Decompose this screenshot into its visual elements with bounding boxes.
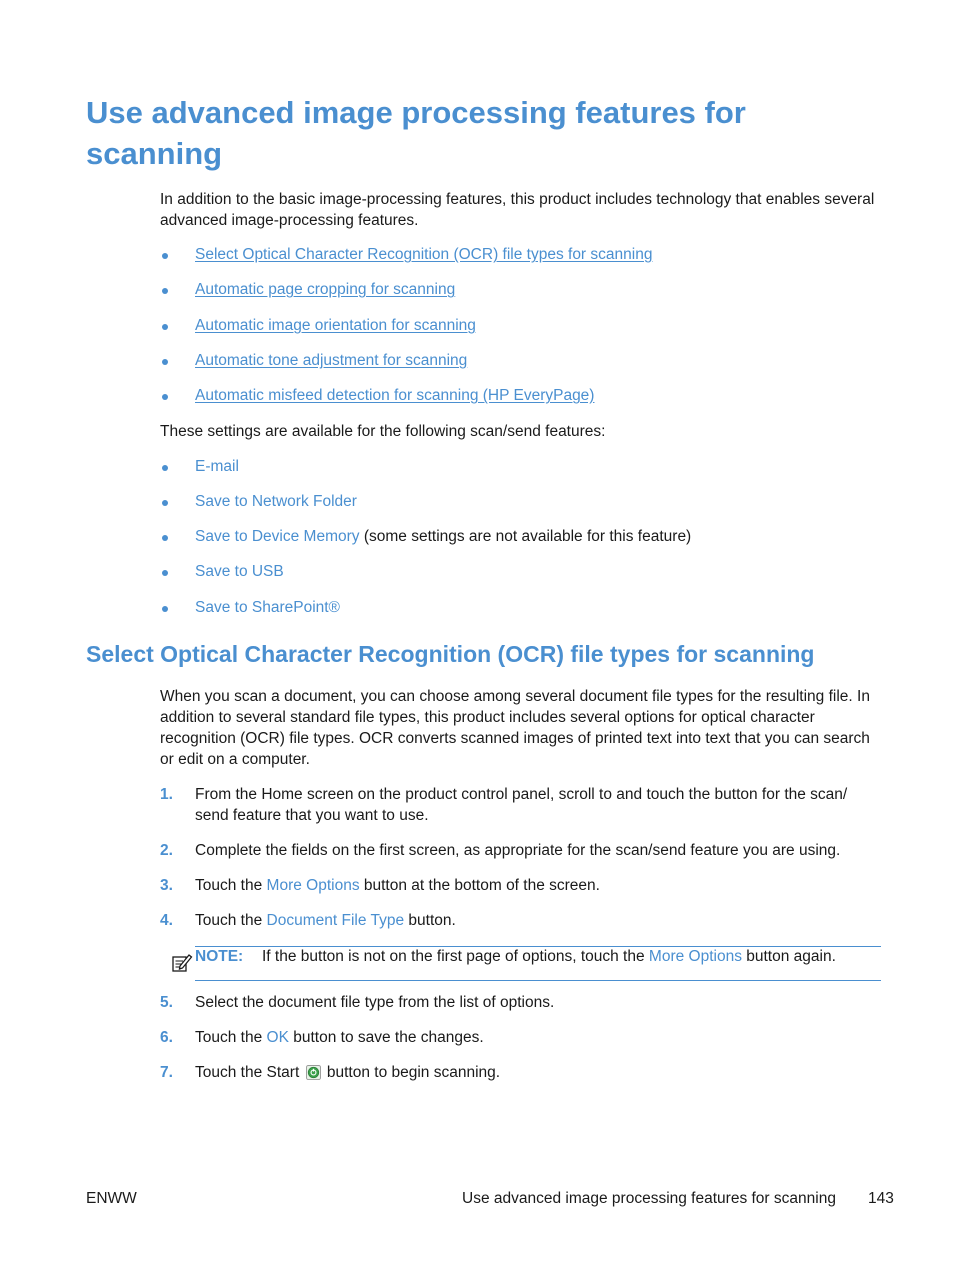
scan-feature-item (160, 491, 880, 513)
footer-title: Use advanced image processing features for scanning (462, 1190, 836, 1207)
step-number: 5. (160, 994, 173, 1011)
feature-link-item[interactable] (160, 385, 880, 407)
bullet-dot-icon (162, 535, 168, 541)
bullet-dot-icon (162, 253, 168, 259)
step-number: 6. (160, 1029, 173, 1046)
feature-link-tone-adjustment[interactable]: Automatic tone adjustment for scanning (195, 352, 468, 369)
scan-feature-item (160, 456, 880, 478)
step-number: 2. (160, 842, 173, 859)
scan-feature-sharepoint[interactable]: Save to SharePoint® (195, 599, 340, 616)
step-text: Complete the fields on the first screen, as appropriate for the scan/send feature you are using. (195, 842, 841, 859)
ok-button-ref[interactable]: OK (266, 1029, 289, 1046)
step-text-post: button to begin scanning. (322, 1064, 501, 1081)
scan-feature-email[interactable]: E-mail (195, 458, 239, 475)
page-title: Use advanced image processing features for scanning (86, 95, 746, 171)
step-text-post: button. (404, 912, 456, 929)
note-pencil-icon (171, 951, 193, 973)
bullet-dot-icon (162, 570, 168, 576)
intro-paragraph: In addition to the basic image-processing features, this product includes technology that enables several advanced image-processing features. (160, 191, 875, 229)
feature-link-ocr[interactable]: Select Optical Character Recognition (OCR) file types for scanning (195, 246, 653, 263)
settings-intro: These settings are available for the following scan/send features: (160, 423, 606, 440)
step-text-pre: Touch the Start (195, 1064, 304, 1081)
feature-link-misfeed-detection[interactable]: Automatic misfeed detection for scanning (HP EveryPage) (195, 387, 595, 404)
bullet-dot-icon (162, 394, 168, 400)
step-text: From the Home screen on the product control panel, scroll to and touch the button for the scan/ send feature that you want to use. (195, 786, 848, 824)
feature-link-item[interactable] (160, 315, 880, 337)
step-text (195, 910, 880, 931)
scan-feature-network-folder[interactable]: Save to Network Folder (195, 493, 357, 510)
step-number: 7. (160, 1064, 173, 1081)
more-options-button-ref[interactable]: More Options (266, 877, 360, 894)
scan-feature-device-memory[interactable]: Save to Device Memory (195, 528, 360, 545)
feature-link-page-cropping[interactable]: Automatic page cropping for scanning (195, 281, 456, 298)
step-text-post: button at the bottom of the screen. (359, 877, 600, 894)
step-text: Select the document file type from the list of options. (195, 994, 555, 1011)
scan-feature-item (160, 561, 880, 583)
more-options-button-ref[interactable]: More Options (648, 948, 742, 965)
step-number: 1. (160, 786, 173, 803)
footer-left: ENWW (86, 1190, 137, 1207)
feature-link-item[interactable] (160, 279, 880, 301)
step-number: 4. (160, 912, 173, 929)
section-title: Select Optical Character Recognition (OCR) file types for scanning (86, 641, 815, 667)
feature-link-item[interactable] (160, 244, 880, 266)
bullet-dot-icon (162, 606, 168, 612)
bullet-dot-icon (162, 324, 168, 330)
step-text-post: button to save the changes. (288, 1029, 484, 1046)
note-box (195, 946, 881, 981)
section-intro: When you scan a document, you can choose among several document file types for the resulting file. In addition to several standard file types, this product includes several options for optical character recognition (OCR) file types. OCR converts scanned images of printed text into text that you can search or edit on a computer. (160, 688, 870, 768)
note-label: NOTE: (195, 948, 244, 965)
step-text-pre: Touch the (195, 1029, 267, 1046)
note-text-pre: If the button is not on the first page of options, touch the (262, 948, 649, 965)
note-text-post: button again. (741, 948, 836, 965)
feature-link-image-orientation[interactable]: Automatic image orientation for scanning (195, 317, 476, 334)
scan-feature-item (160, 597, 880, 619)
document-file-type-button-ref[interactable]: Document File Type (266, 912, 405, 929)
step-number: 3. (160, 877, 173, 894)
note-text (262, 947, 836, 967)
page-number: 143 (868, 1190, 894, 1207)
bullet-dot-icon (162, 465, 168, 471)
scan-feature-item (160, 526, 880, 548)
step-text (195, 1062, 880, 1083)
step-text-pre: Touch the (195, 877, 267, 894)
feature-link-item[interactable] (160, 350, 880, 372)
start-button-icon[interactable] (306, 1065, 321, 1080)
bullet-dot-icon (162, 288, 168, 294)
bullet-dot-icon (162, 500, 168, 506)
step-text (195, 1027, 880, 1048)
scan-feature-usb[interactable]: Save to USB (195, 563, 284, 580)
step-text (195, 875, 880, 896)
step-text-pre: Touch the (195, 912, 267, 929)
bullet-dot-icon (162, 359, 168, 365)
scan-feature-device-memory-note: (some settings are not available for this feature) (359, 528, 692, 545)
